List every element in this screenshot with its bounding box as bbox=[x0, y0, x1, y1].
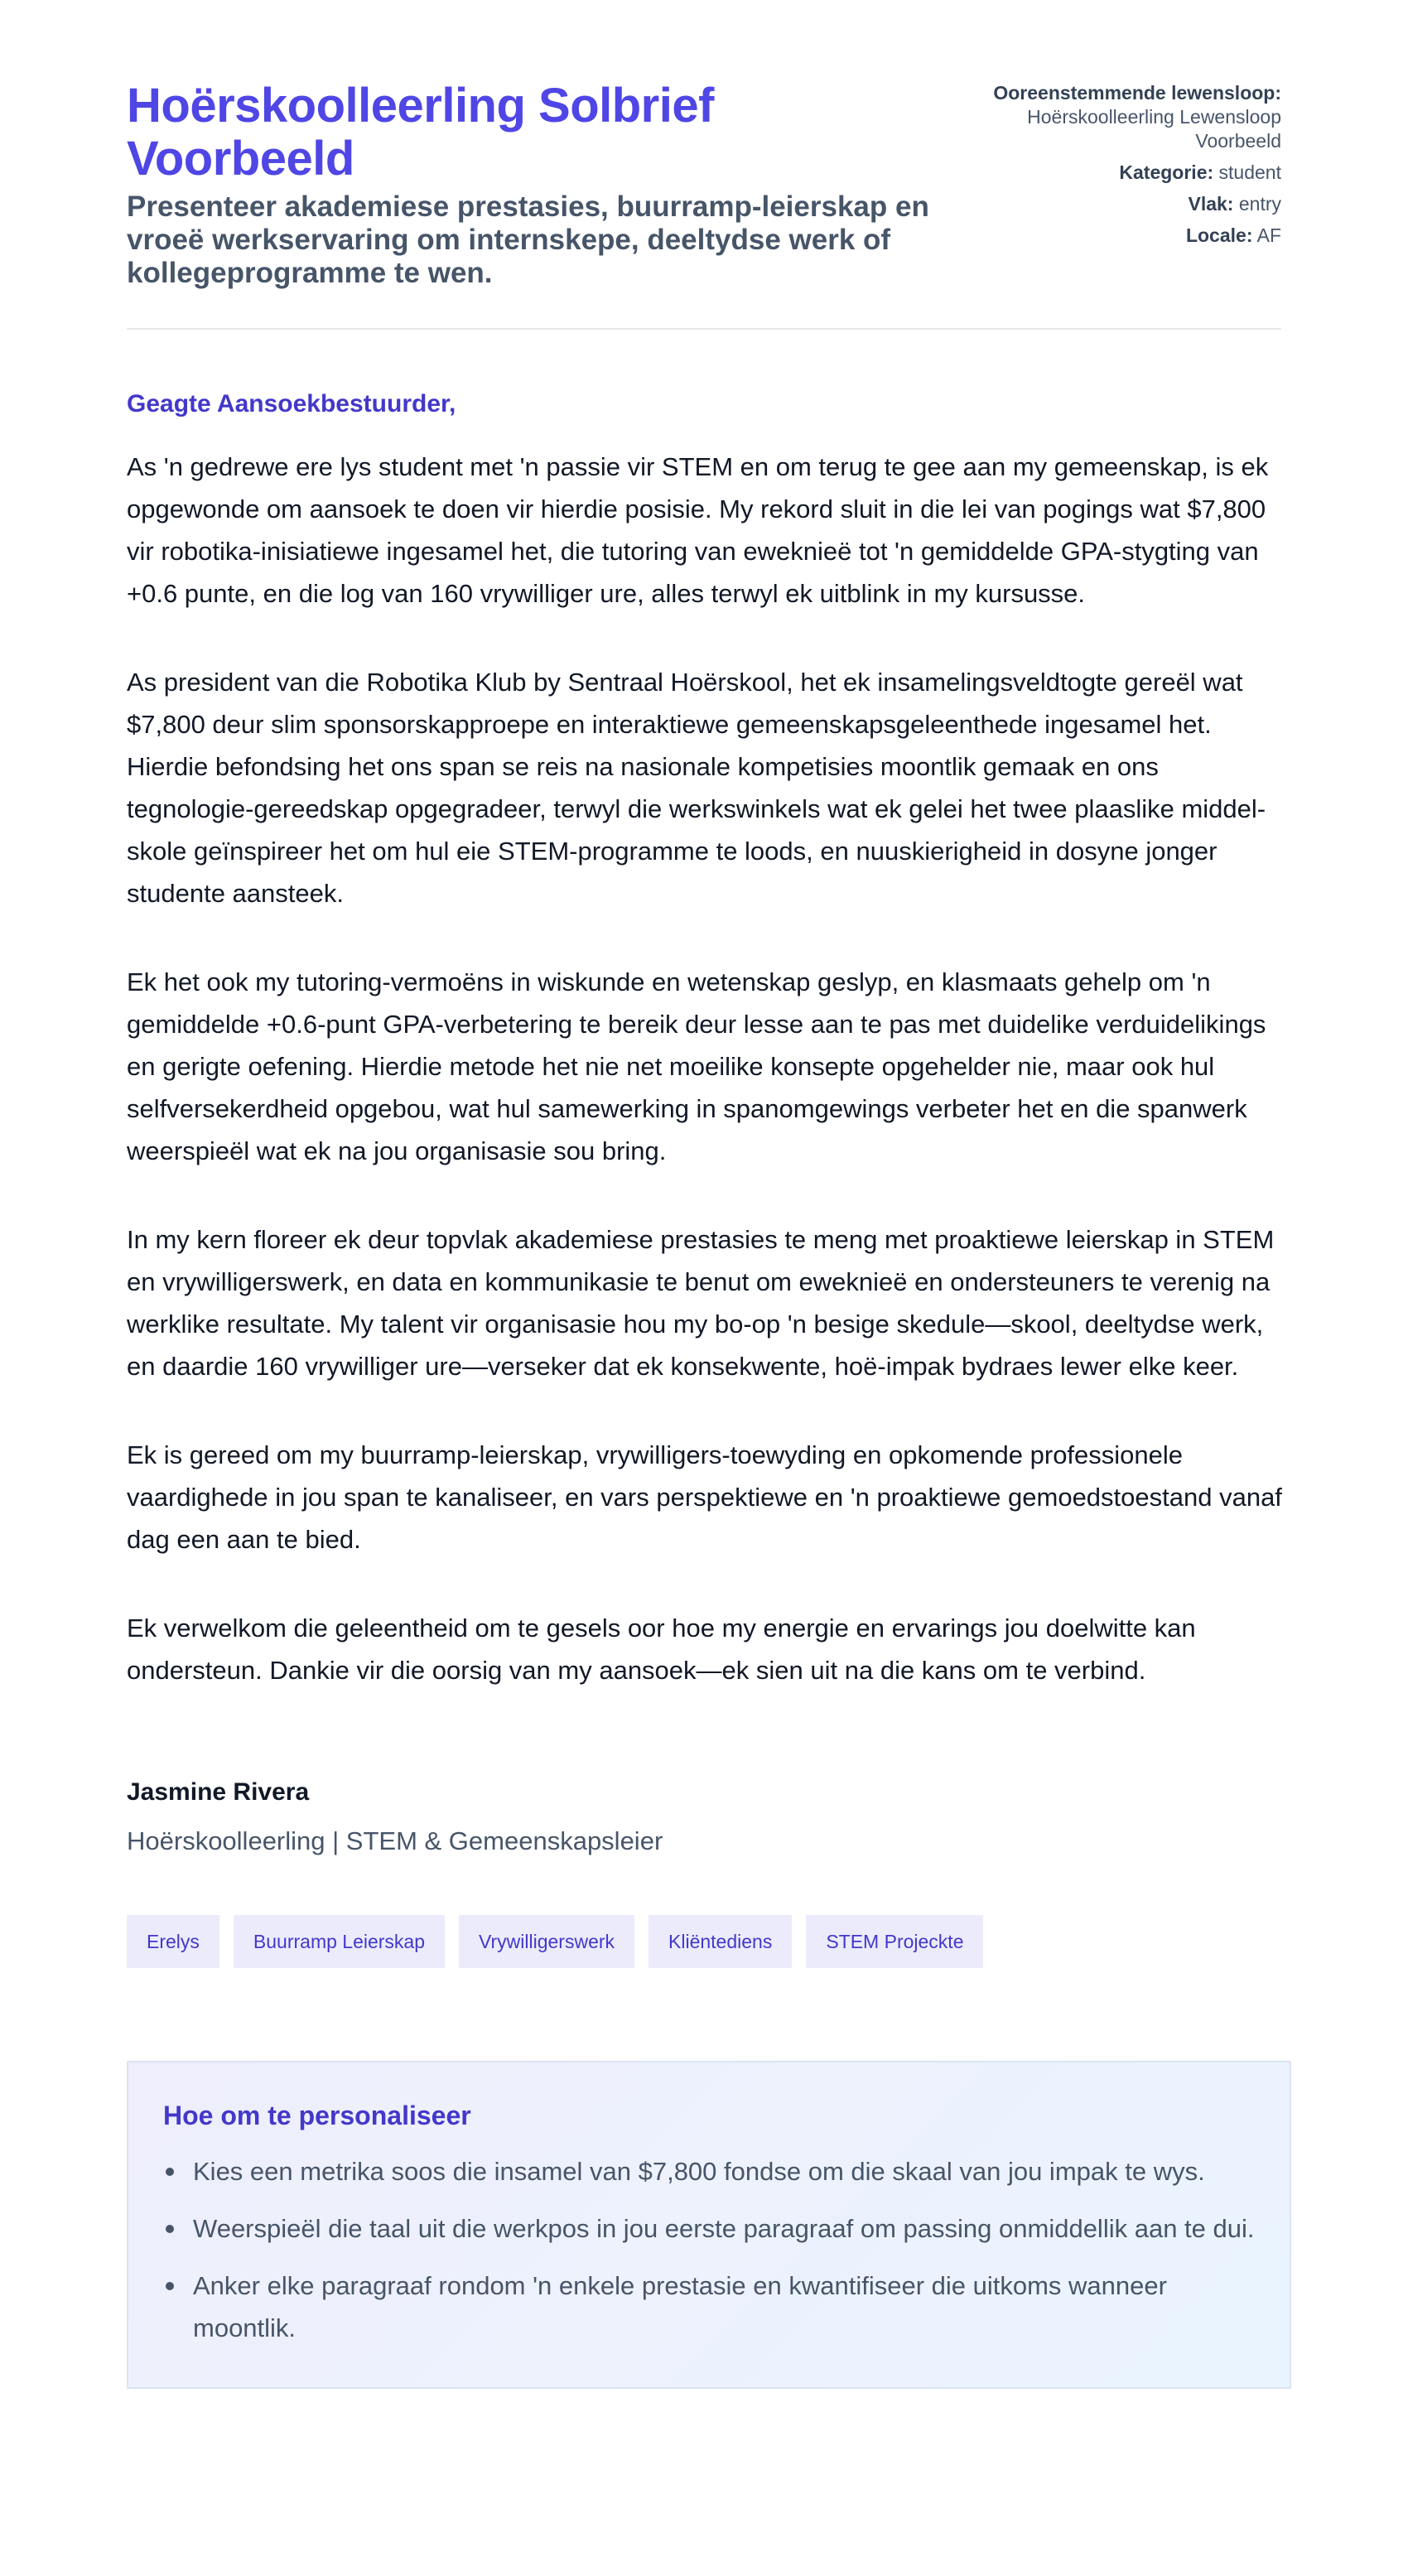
meta-locale bbox=[983, 224, 1281, 248]
meta-category-label: Kategorie: bbox=[1119, 162, 1214, 183]
tag-neighborhood-leadership: Buurramp Leierskap bbox=[234, 1915, 445, 1968]
signature-name: Jasmine Rivera bbox=[127, 1778, 310, 1806]
tag-honor-roll: Erelys bbox=[127, 1915, 219, 1968]
letter-paragraph: As 'n gedrewe ere lys student met 'n passie vir STEM en om terug te gee aan my gemeenskap, is ek opgewonde om aansoek te doen vir hierdie posisie. My rekord sluit in die lei van pogings wat $7,800 vir robotika-inisiatiewe ingesamel het, die tutoring van eweknieë tot 'n gemiddelde GPA-stygting van +0.6 punte, en die log van 160 vrywilliger ure, alles terwyl ek uitblink in my kursusse. bbox=[127, 452, 1269, 608]
tip-text: Kies een metrika soos die insamel van $7,800 fondse om die skaal van jou impak te wys. bbox=[193, 2157, 1205, 2186]
meta-level-label: Vlak: bbox=[1188, 193, 1234, 215]
tag-volunteering: Vrywilligerswerk bbox=[459, 1915, 634, 1968]
tips-list bbox=[163, 2150, 1255, 2349]
letter-greeting: Geagte Aansoekbestuurder, bbox=[127, 390, 456, 417]
meta-matching-resume-value: Hoërskoolleerling Lewensloop Voorbeeld bbox=[1027, 106, 1281, 152]
tip-text: Anker elke paragraaf rondom 'n enkele prestasie en kwantifiseer die uitkoms wanneer moontlik. bbox=[193, 2271, 1167, 2342]
meta-category bbox=[983, 161, 1281, 185]
letter-paragraph: Ek het ook my tutoring-vermoëns in wiskunde en wetenskap geslyp, en klasmaats gehelp om 'n gemiddelde +0.6-punt GPA-verbetering te bereik deur lesse aan te pas met duidelike verduidelikings en gerigte oefening. Hierdie metode het nie net moeilike konsepte opgehelder nie, maar ook hul selfversekerdheid opgebou, wat hul samewerking in spanomgewings verbeter het en die spanwerk weerspieël wat ek na jou organisasie sou bring. bbox=[127, 967, 1266, 1165]
meta-category-value: student bbox=[1218, 162, 1281, 183]
tip-item bbox=[163, 2150, 1255, 2192]
bullet-icon bbox=[166, 2168, 174, 2176]
meta-matching-resume-label: Ooreenstemmende lewensloop: bbox=[993, 82, 1281, 104]
letter-body bbox=[127, 389, 1281, 1691]
tip-item bbox=[163, 2207, 1255, 2250]
letter-paragraphs bbox=[127, 446, 1281, 1691]
meta-locale-value: AF bbox=[1256, 224, 1281, 246]
meta-locale-label: Locale: bbox=[1185, 224, 1253, 246]
page-title: Hoërskoolleerling Solbrief Voorbeeld bbox=[127, 79, 714, 186]
letter-paragraph: Ek is gereed om my buurramp-leierskap, vrywilligers-toewyding en opkomende professionele vaardighede in jou span te kanaliseer, en vars perspektiewe en 'n proaktiewe gemoedstoestand vanaf dag een aan te bied. bbox=[127, 1440, 1282, 1554]
bullet-icon bbox=[166, 2225, 174, 2233]
letter-paragraph: In my kern floreer ek deur topvlak akademiese prestasies te meng met proaktiewe leierskap in STEM en vrywilligerswerk, en data en kommunikasie te benut om eweknieë en ondersteuners te verenig na werklike resultate. My talent vir organisasie hou my bo-op 'n besige skedule—skool, deeltydse werk, en daardie 160 vrywilliger ure—verseker dat ek konsekwente, hoë-impak bydraes lewer elke keer. bbox=[127, 1225, 1275, 1381]
bullet-icon bbox=[166, 2282, 174, 2290]
personalize-tips-box bbox=[127, 2061, 1291, 2389]
tips-title: Hoe om te personaliseer bbox=[163, 2101, 471, 2130]
signature-block bbox=[127, 1778, 1281, 1857]
meta-level bbox=[983, 192, 1281, 216]
letter-paragraph: As president van die Robotika Klub by Sentraal Hoërskool, het ek insamelingsveldtogte gereël wat $7,800 deur slim sponsorskapproepe en interaktiewe gemeenskapsgeleenthede ingesamel het. Hierdie befondsing het ons span se reis na nasionale kompetisies moontlik gemaak en ons tegnologie-gereedskap opgegradeer, terwyl die werkswinkels wat ek gelei het twee plaaslike middel-skole geïnspireer het om hul eie STEM-programme te loods, en nuuskierigheid in dosyne jonger studente aansteek. bbox=[127, 668, 1266, 908]
page-header bbox=[127, 80, 1281, 330]
skill-tags bbox=[127, 1915, 1281, 1968]
meta-level-value: entry bbox=[1238, 193, 1281, 215]
meta-panel bbox=[983, 80, 1281, 255]
tag-customer-service: Kliëntediens bbox=[649, 1915, 792, 1968]
page-subtitle: Presenteer akademiese prestasies, buurramp-leierskap en vroeë werkservaring om internskepe, deeltydse werk of kollegeprogramme te wen. bbox=[127, 191, 929, 289]
tag-stem-projects: STEM Projeckte bbox=[806, 1915, 983, 1968]
letter-paragraph: Ek verwelkom die geleentheid om te gesels oor hoe my energie en ervarings jou doelwitte kan ondersteun. Dankie vir die oorsig van my aansoek—ek sien uit na die kans om te verbind. bbox=[127, 1614, 1196, 1685]
header-left bbox=[127, 80, 955, 290]
tip-item bbox=[163, 2265, 1255, 2349]
signature-role: Hoërskoolleerling | STEM & Gemeenskapsleier bbox=[127, 1826, 663, 1855]
meta-matching-resume bbox=[983, 81, 1281, 153]
tip-text: Weerspieël die taal uit die werkpos in jou eerste paragraaf om passing onmiddellik aan te dui. bbox=[193, 2214, 1255, 2243]
